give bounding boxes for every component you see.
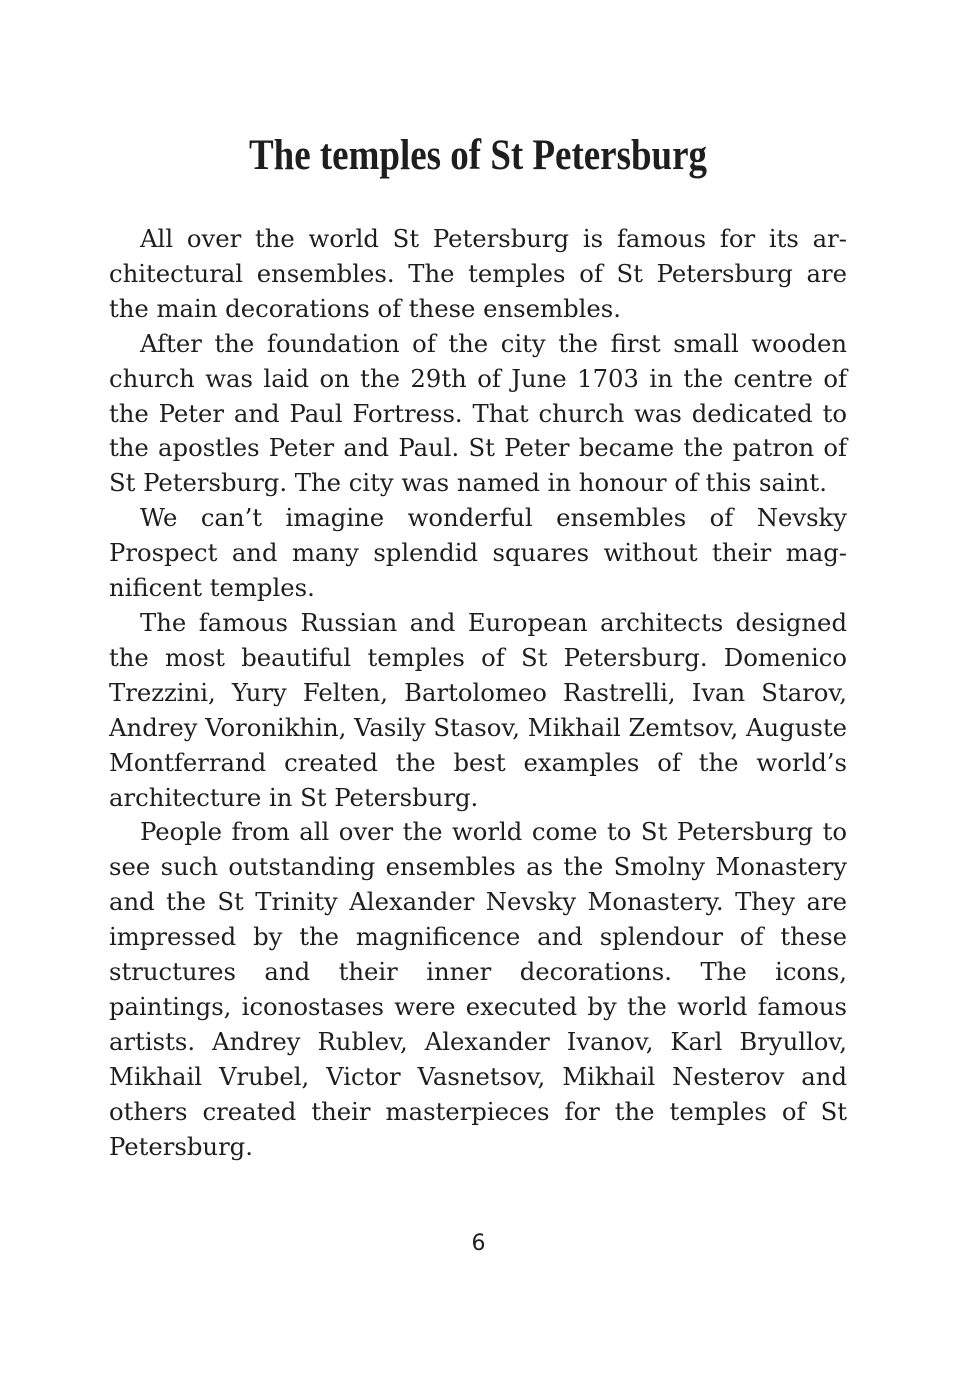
- paragraph-1: All over the world St Petersburg is famous for its architectural ensembles. The temples of St Petersburg are the main decorations of these ensembles.: [109, 224, 847, 323]
- paragraph-4: The famous Russian and European architects designed the most beautiful temples of St Petersburg. Domenico Trezzini, Yury Felten, Bartolomeo Rastrelli, Ivan Starov, Andrey Voronikhin, Vasily Stasov, Mikhail Zemtsov, Auguste Montferrand created the best examples of the world’s architecture in St Petersburg.: [109, 607, 847, 812]
- paragraph-5: People from all over the world come to St Petersburg to see such outstanding ensembles as the Smolny Monastery and the St Trinity Alexander Nevsky Monastery. They are impressed by the magnificence and splendour of these structures and their inner decorations. The icons, paintings, iconostases were executed by the world famous artists. Andrey Rublev, Alexander Ivanov, Karl Bryullov, Mikhail Vrubel, Victor Vasnetsov, Mikhail Nesterov and others created their masterpieces for the temples of St Petersburg.: [109, 817, 847, 1161]
- paragraph-2: After the foundation of the city the first small wooden church was laid on the 29th of June 1703 in the centre of the Peter and Paul Fortress. That church was dedicated to the apostles Peter and Paul. St Peter became the patron of St Petersburg. The city was named in honour of this saint.: [109, 328, 847, 498]
- page-title: The temples of St Petersburg: [248, 132, 708, 179]
- page-content: [109, 128, 847, 1164]
- page-number: 6: [471, 1231, 486, 1256]
- paragraph-3: We can’t imagine wonderful ensembles of Nevsky Prospect and many splendid squares without their magnificent temples.: [109, 503, 847, 603]
- body-text: [109, 222, 847, 1164]
